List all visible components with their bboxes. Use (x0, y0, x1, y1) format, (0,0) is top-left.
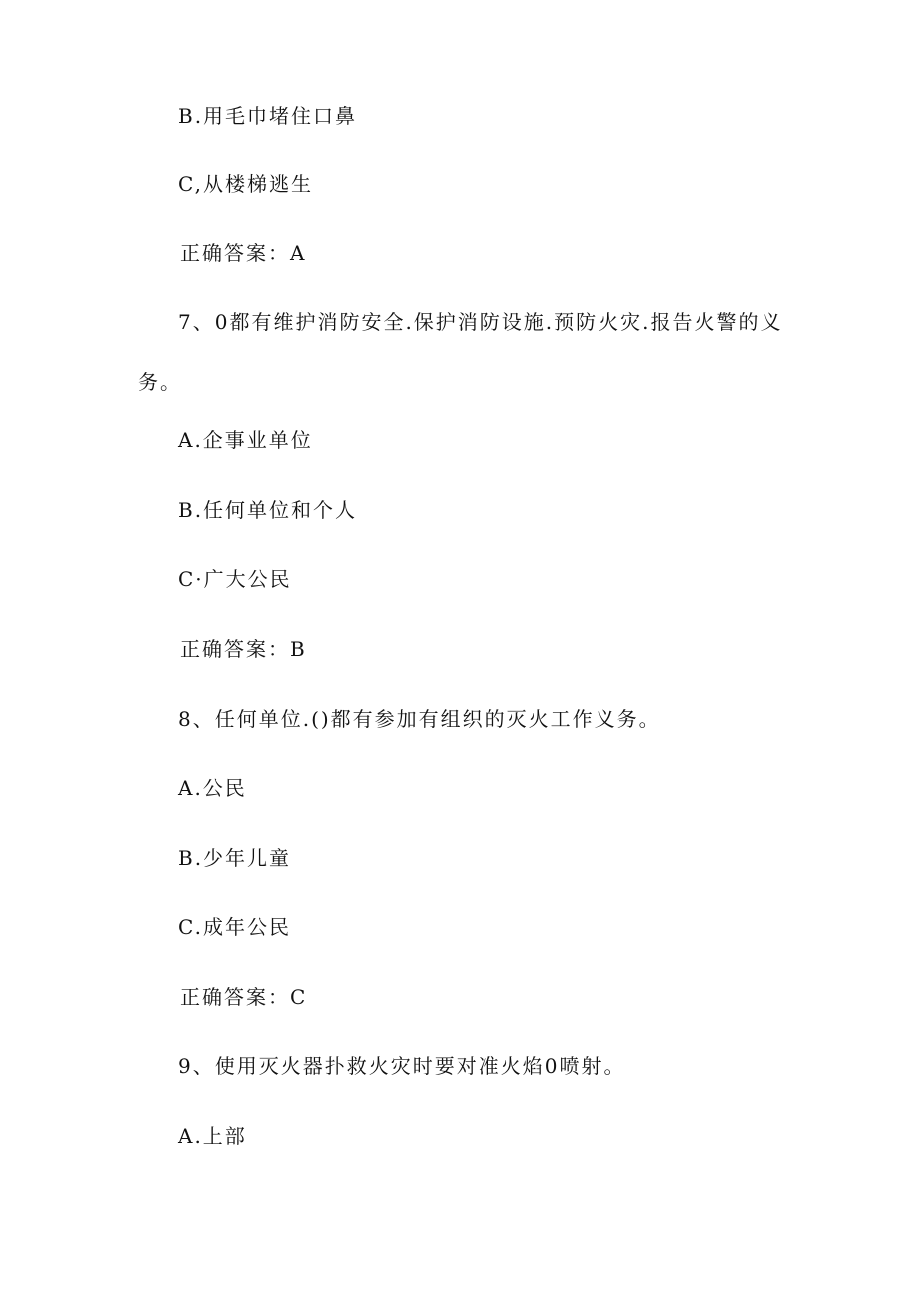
answer-q6: 正确答案：A (180, 241, 307, 265)
question-9: 9、使用灭火器扑救火灾时要对准火焰0喷射。 (178, 1054, 626, 1078)
option-b-q6: B.用毛巾堵住口鼻 (178, 104, 358, 128)
option-a-q7: A.企事业单位 (178, 428, 313, 452)
question-7 (138, 310, 788, 394)
option-c-q8: C.成年公民 (178, 915, 291, 939)
question-7-line-2: 务。 (138, 370, 182, 394)
option-c-q6: C,从楼梯逃生 (178, 172, 313, 196)
question-7-line-1: 7、0都有维护消防安全.保护消防设施.预防火灾.报告火警的义 (178, 310, 783, 334)
option-b-q8: B.少年儿童 (178, 846, 292, 870)
option-a-q8: A.公民 (178, 776, 247, 800)
answer-q8: 正确答案：C (180, 985, 308, 1009)
answer-q7: 正确答案：B (180, 637, 307, 661)
option-c-q7: C·广大公民 (178, 567, 292, 591)
question-8: 8、任何单位.()都有参加有组织的灭火工作义务。 (178, 707, 661, 731)
option-a-q9: A.上部 (178, 1124, 247, 1148)
option-b-q7: B.任何单位和个人 (178, 498, 358, 522)
